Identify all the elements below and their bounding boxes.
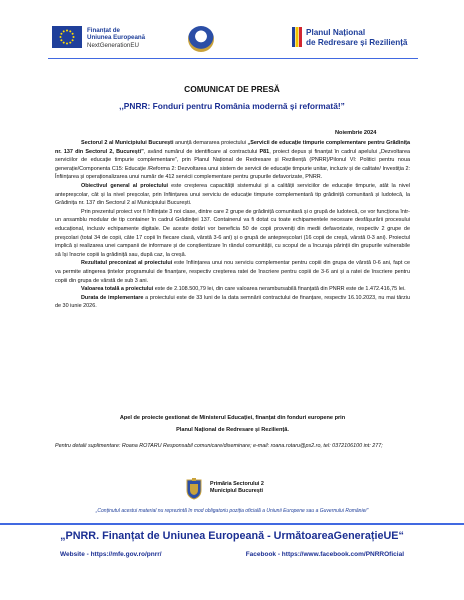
- pnrr-label: [306, 28, 407, 47]
- paragraph-4: [55, 259, 410, 285]
- document-date: Noiembrie 2024: [335, 130, 377, 136]
- document-title: COMUNICAT DE PRESĂ: [184, 84, 280, 94]
- p6-text: a proiectului este de 33 luni de la data semnării contractului de finanțare, respectiv 16.10.2023, nu mai târziu de 30 iunie 2026.: [55, 294, 410, 310]
- p4-text: este înființarea unui nou serviciu complementar pentru copiii din grupa de vârstă 0-6 ani, fapt ce va permite atingerea țintelor programului de finanțare, respectiv creșterea ratei de înscriere pentru copiii de 3-6 ani și a ratei de înscriere pentru copiii din grupa de vârstă de sub 3 ani.: [55, 260, 410, 284]
- p1-text-d: , având numărul de identificare al contractului: [143, 148, 260, 155]
- p6-heading: Durata de implementare: [81, 294, 144, 301]
- p1-contract-id: P81: [259, 148, 270, 155]
- document-body: [55, 139, 410, 311]
- website-link[interactable]: Website - https://mfe.gov.ro/pnrr/: [60, 551, 162, 558]
- primaria-line-2: Municipiul București: [210, 488, 264, 495]
- p1-text-b: anunță demararea proiectului: [173, 140, 248, 146]
- contact-details: Pentru detalii suplimentare: Roana ROTARU Responsabil comunicare/diseminare; e-mail: roana.rotaru@ps2.ro, tel: 0372106100 int: 277;: [55, 443, 383, 449]
- paragraph-6: [55, 294, 410, 311]
- p1-text-f: , proiect depus și finanțat în cadrul apelului „Dezvoltarea serviciilor de educație timpurie complementare”, prin Planul Național de Redresare și Reziliență (PNRR)/Pilonul VI: Politici pentru noua generație/Componenta C15: Educație /Reforma 2: Dezvoltarea unui sistem de servicii de educație timpurie unitar, incluziv și de calitate/ Investiția 2: Înființarea și operaționalizarea unui număr de 412 servicii complementare pentru grupurile defavorizate, PNRR.: [55, 148, 410, 181]
- funding-note-line-2: Planul Național de Redresare și Reziliență.: [176, 427, 289, 433]
- primaria-crest-icon: [186, 478, 202, 500]
- eu-funding-label: [87, 27, 145, 49]
- document-subtitle: ,,PNRR: Fonduri pentru România modernă și reformată!”: [119, 101, 345, 111]
- p2-text: este creșterea capacității sistemului și a calității serviciilor de educație timpurie, atât la nivel antepreșcolar, cât și la nivel preșcolar, prin înființarea unui serviciu de educație timpurie complementară tip grădiniță comunitară și ludotecă, la Grădinița nr. 137 din Sectorul 2 al Municipiului București.: [55, 182, 410, 207]
- p5-heading: Valoarea totală a proiectului: [81, 286, 154, 293]
- footer-divider: [0, 523, 464, 525]
- primaria-label: [210, 481, 264, 496]
- paragraph-2: [55, 182, 410, 208]
- pnrr-logo-icon: [292, 27, 302, 47]
- eu-flag-icon: [52, 26, 82, 48]
- p2-heading: Obiectivul general al proiectului: [81, 182, 169, 189]
- pnrr-line-1: Planul Național: [306, 28, 366, 37]
- eu-line-3: NextGenerationEU: [87, 41, 139, 49]
- paragraph-1: [55, 139, 410, 182]
- eu-line-1: Finanțat de: [87, 27, 121, 34]
- p5-text: este de 2.108.500,79 lei, din care valoarea nerambursabilă finanțată din PNRR este de 1.472.416,75 lei.: [153, 286, 406, 293]
- header-divider: [48, 58, 418, 59]
- pnrr-line-2: de Redresare și Reziliență: [306, 37, 408, 47]
- paragraph-5: [55, 285, 410, 294]
- funding-note: [55, 412, 410, 436]
- paragraph-3: Prin prezentul proiect vor fi înființate 3 noi clase, dintre care 2 grupe de grădiniță comunitară și o grupă de ludotecă, ce vor funcționa într-un ansamblu modular de tip container în cadrul Grădiniței 137. Containerul va fi dotat cu toate echipamentele necesare desfășurării procesului educațional, inclusiv echipamente digitale. De aceste dotări vor beneficia 50 de copii proveniți din medii defavorizate, respectiv 2 grupe de preșcolari (total 34 de copii, câte 17 copii în fiecare clasă, vârstă 3-6 ani) și o grupă de antepreșcolari (16 copii de creșă, vârstă 0-3 ani). Proiectul implică și realizarea unei campanii de informare și de conștientizare în rândul comunității, cu scopul de a încuraja părinții din grupurile vulnerabile să își înscrie copiii la grădiniță sau, după caz, la creșă.: [55, 208, 410, 258]
- facebook-link[interactable]: Facebook - https://www.facebook.com/PNRROficial: [245, 551, 404, 558]
- funding-note-line-1: Apel de proiecte gestionat de Ministerul Educației, finanțat din fonduri europene prin: [119, 415, 346, 421]
- p1-project-name: „Servicii de educație timpurie complementare pentru Grădinița nr. 137 din Sectorul 2, București”: [55, 140, 410, 155]
- p1-bold-a: Sectorul 2 al Municipiului București: [81, 140, 174, 146]
- footer-slogan: „PNRR. Finanțat de Uniunea Europeană - UrmătoareaGenerațieUE“: [60, 530, 404, 542]
- romania-crest-icon: [188, 26, 214, 52]
- eu-line-2: Uniunea Europeană: [87, 34, 146, 42]
- primaria-line-1: Primăria Sectorului 2: [210, 481, 264, 487]
- p4-heading: Rezultatul preconizat al proiectului: [81, 260, 173, 267]
- disclaimer: „Conținutul acestui material nu reprezintă în mod obligatoriu poziția oficială a Uniunii Europene sau a Guvernului României": [95, 508, 369, 514]
